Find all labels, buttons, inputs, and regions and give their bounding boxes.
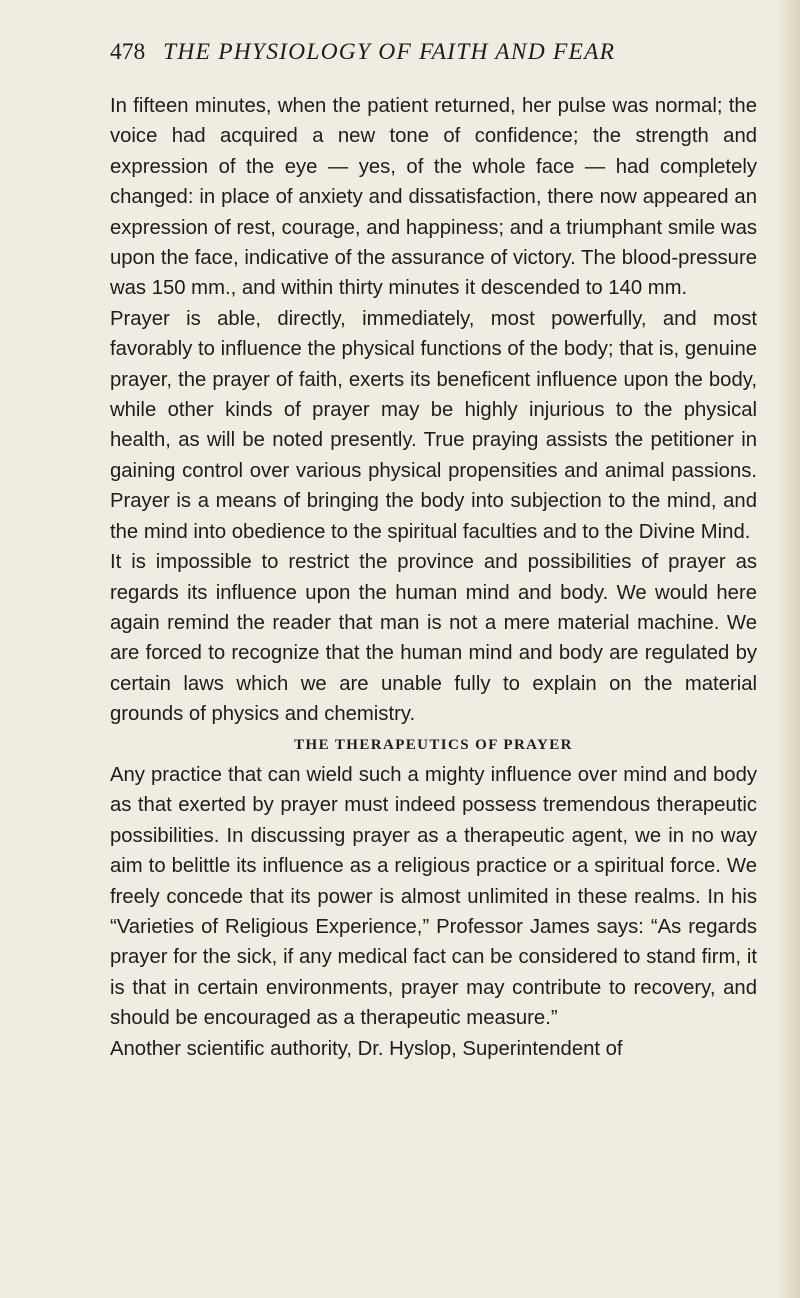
page-number: 478 — [110, 39, 146, 65]
paragraph-another-authority: Another scientific authority, Dr. Hyslop, Superintendent of — [110, 1037, 623, 1060]
running-title: THE PHYSIOLOGY OF FAITH AND FEAR — [163, 39, 616, 65]
paragraph-therapeutic-possibilities: Any practice that can wield such a mighty influence over mind and body as that exerted by prayer must indeed possess tremendous therapeutic possibilities. In discussing prayer as a therapeutic agent, we in no way aim to belittle its influence as a religious practice or a spiritual force. We freely concede that its power is almost unlimited in these realms. In his “Varieties of Religious Experience,” Professor James says: “As regards prayer for the sick, if any medical fact can be considered to stand firm, it is that in certain environments, prayer may contribute to recovery, and should be encouraged as a therapeutic measure.” — [110, 763, 757, 1030]
page-edge-shadow — [778, 0, 800, 1298]
body-text — [110, 91, 757, 1064]
running-header — [110, 34, 730, 70]
section-heading: THE THERAPEUTICS OF PRAYER — [294, 736, 573, 753]
paragraph-prayer-influence: Prayer is able, directly, immediately, most powerfully, and most favorably to influence the physical functions of the body; that is, genuine prayer, the prayer of faith, exerts its beneficent influence upon the body, while other kinds of prayer may be highly injurious to the physical health, as will be noted presently. True praying assists the petitioner in gaining control over various physical propensities and animal passions. Prayer is a means of bringing the body into subjection to the mind, and the mind into obedience to the spiritual faculties and to the Divine Mind. — [110, 307, 757, 543]
paragraph-pulse-recovery: In fifteen minutes, when the patient returned, her pulse was normal; the voice had acquired a new tone of confidence; the strength and expression of the eye — yes, of the whole face — had completely changed: in place of anxiety and dissatisfaction, there now appeared an expression of rest, courage, and happiness; and a triumphant smile was upon the face, indicative of the assurance of victory. The blood-pressure was 150 mm., and within thirty minutes it descended to 140 mm. — [110, 95, 757, 300]
paragraph-possibilities: It is impossible to restrict the province and possibilities of prayer as regards its influence upon the human mind and body. We would here again remind the reader that man is not a mere material machine. We are forced to recognize that the human mind and body are regulated by certain laws which we are unable fully to explain on the material grounds of physics and chemistry. — [110, 551, 757, 726]
